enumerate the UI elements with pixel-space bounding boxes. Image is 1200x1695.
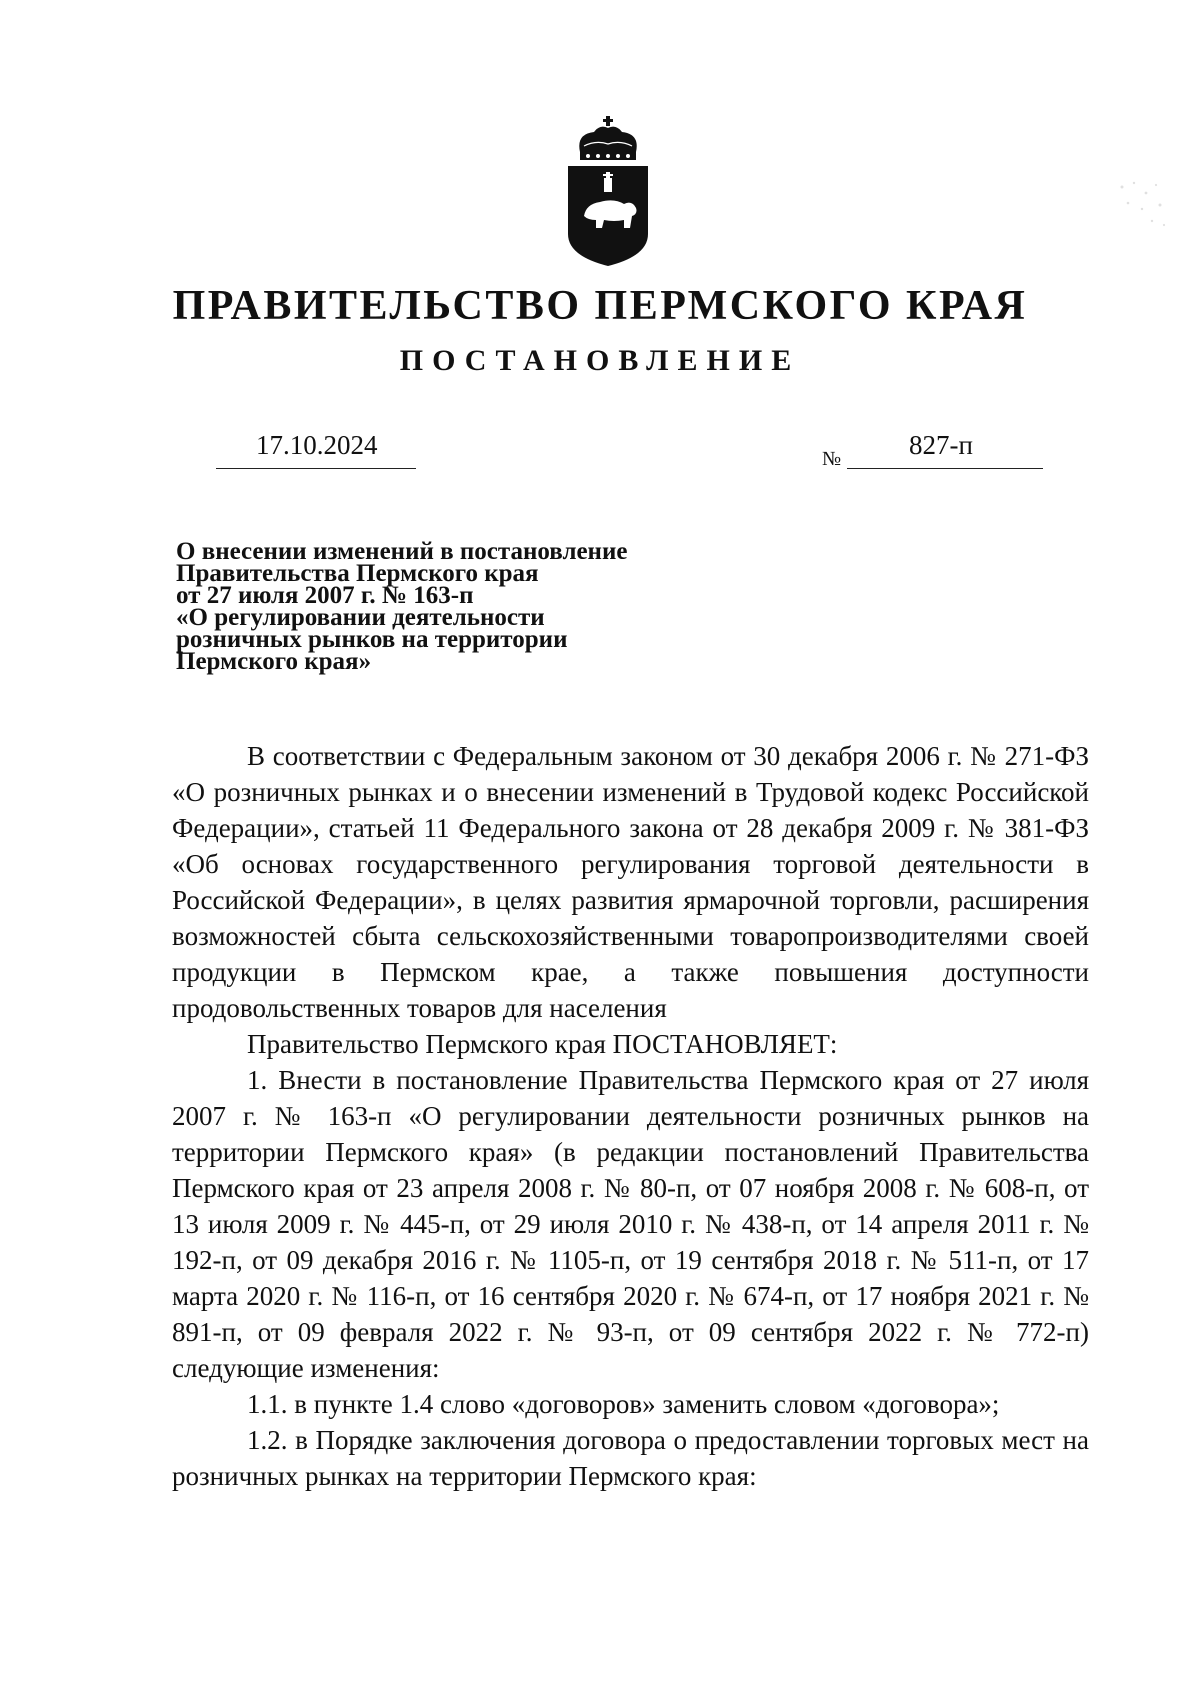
subject-line: Правительства Пермского края bbox=[176, 560, 539, 587]
subject-line: О внесении изменений в постановление bbox=[176, 538, 628, 565]
document-subject bbox=[176, 538, 736, 675]
subject-line: «О регулировании деятельности bbox=[176, 604, 545, 631]
item-1-2-paragraph: 1.2. в Порядке заключения договора о предоставлении торговых мест на розничных рынках на территории Пермского края: bbox=[172, 1425, 1089, 1491]
document-date-field bbox=[216, 430, 416, 469]
subject-line: от 27 июля 2007 г. № 163-п bbox=[176, 582, 474, 609]
resolves-paragraph: Правительство Пермского края ПОСТАНОВЛЯЕТ: bbox=[247, 1029, 838, 1059]
number-sign: № bbox=[822, 448, 842, 470]
document-number-field bbox=[847, 430, 1043, 469]
item-1-1-paragraph: 1.1. в пункте 1.4 слово «договоров» заменить словом «договора»; bbox=[247, 1389, 1000, 1419]
preamble-paragraph: В соответствии с Федеральным законом от 30 декабря 2006 г. № 271-ФЗ «О розничных рынках и о внесении изменений в Трудовой кодекс Российской Федерации», статьей 11 Федерального закона от 28 декабря 2009 г. № 381-ФЗ «Об основах государственного регулирования торговой деятельности в Российской Федерации», в целях развития ярмарочной торговли, расширения возможностей сбыта сельскохозяйственными товаропроизводителями своей продукции в Пермском крае, а также повышения доступности продовольственных товаров для населения bbox=[172, 741, 1089, 1023]
perm-krai-coat-of-arms-icon bbox=[566, 116, 650, 266]
subject-line: розничных рынков на территории bbox=[176, 626, 568, 653]
item-1-paragraph: 1. Внести в постановление Правительства Пермского края от 27 июля 2007 г. № 163-п «О регулировании деятельности розничных рынков на территории Пермского края» (в редакции постановлений Правительства Пермского края от 23 апреля 2008 г. № 80-п, от 07 ноября 2008 г. № 608-п, от 13 июля 2009 г. № 445-п, от 29 июля 2010 г. № 438-п, от 14 апреля 2011 г. № 192-п, от 09 декабря 2016 г. № 1105-п, от 19 сентября 2018 г. № 511-п, от 17 марта 2020 г. № 116-п, от 16 сентября 2020 г. № 674-п, от 17 ноября 2021 г. № 891-п, от 09 февраля 2022 г. № 93-п, от 09 сентября 2022 г. № 772-п) следующие изменения: bbox=[172, 1065, 1089, 1383]
document-type: ПОСТАНОВЛЕНИЕ bbox=[399, 344, 801, 377]
document-number: 827-п bbox=[909, 430, 973, 460]
document-body bbox=[172, 738, 1089, 1494]
scan-noise-mark bbox=[1112, 175, 1172, 235]
document-date: 17.10.2024 bbox=[256, 430, 378, 460]
organization-title: ПРАВИТЕЛЬСТВО ПЕРМСКОГО КРАЯ bbox=[172, 283, 1028, 329]
subject-line: Пермского края» bbox=[176, 648, 372, 675]
